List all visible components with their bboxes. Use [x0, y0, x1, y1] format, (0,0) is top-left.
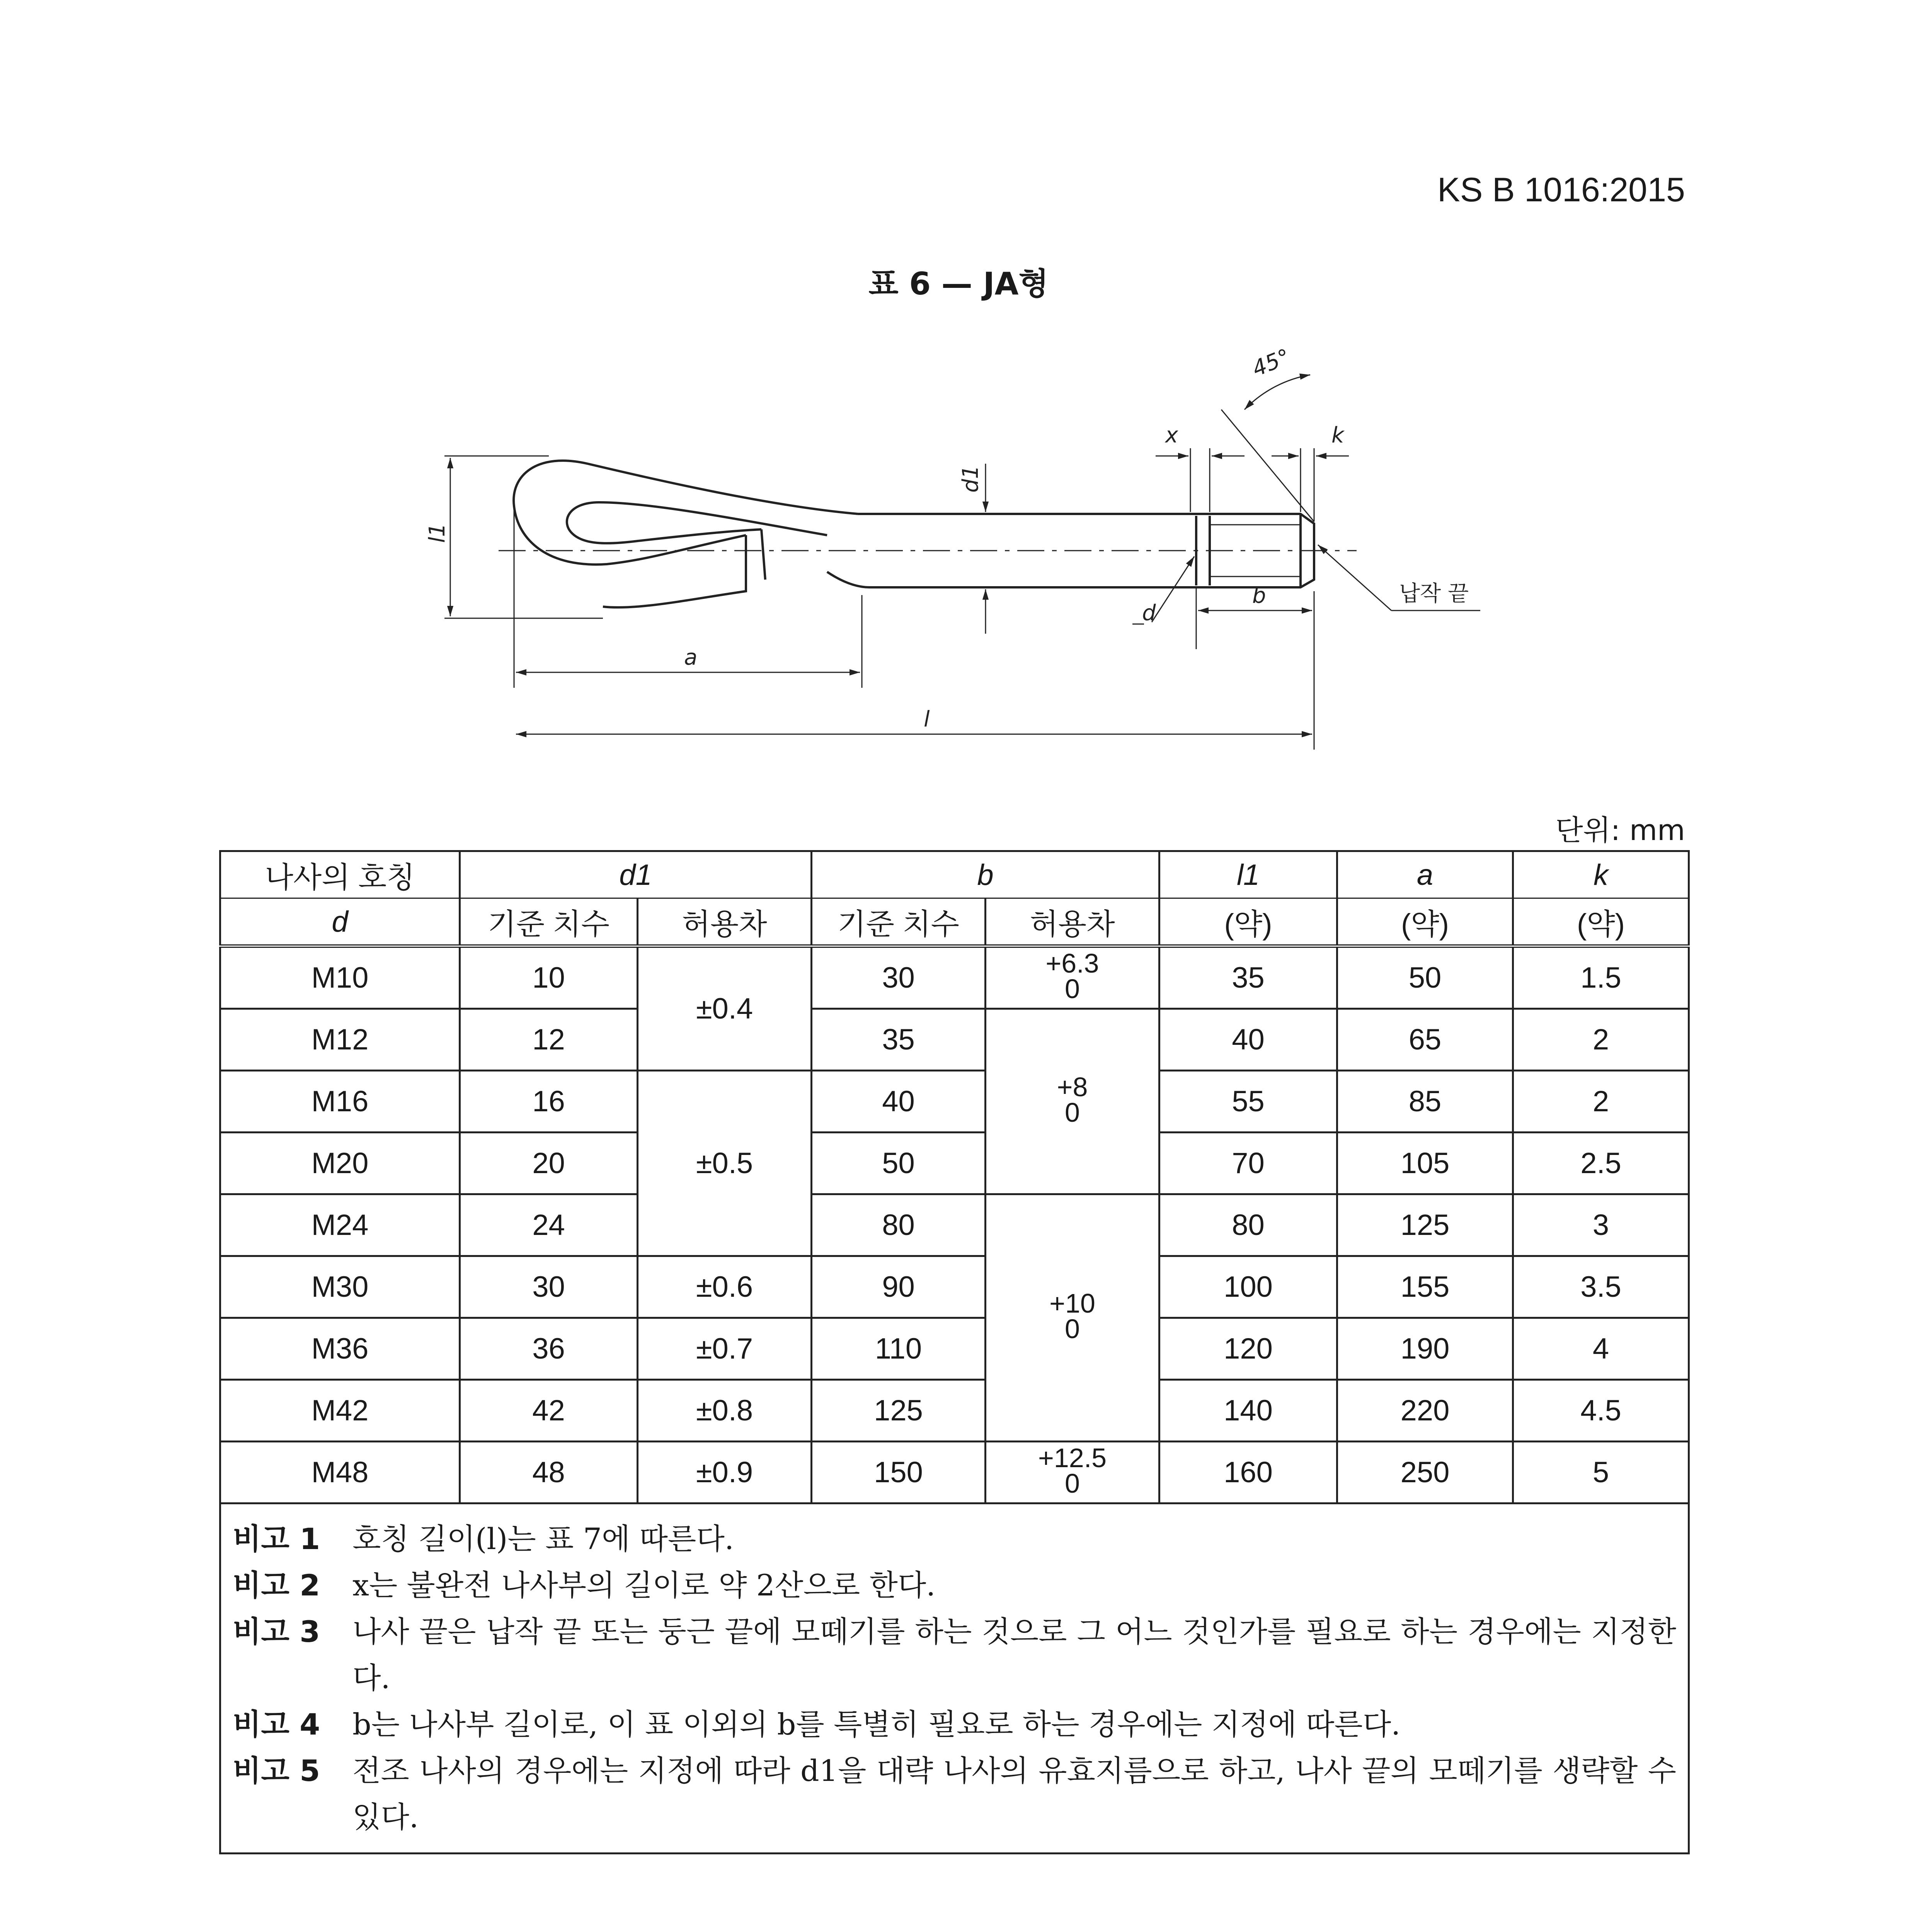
cell-k: 5: [1513, 1442, 1689, 1503]
cell-b: 35: [812, 1009, 986, 1071]
cell-a: 50: [1337, 946, 1513, 1009]
cell-l1: 100: [1159, 1256, 1337, 1318]
cell-thread: M36: [220, 1318, 460, 1380]
label-d1: d1: [958, 465, 983, 493]
cell-b: 110: [812, 1318, 986, 1380]
cell-b-tol: [986, 946, 1159, 1009]
note-text: x는 불완전 나사부의 길이로 약 2산으로 한다.: [352, 1568, 936, 1603]
tol-upper: +12.5: [1038, 1442, 1107, 1473]
note-label: 비고 4: [233, 1707, 320, 1742]
label-k: k: [1331, 423, 1344, 448]
cell-d1: 48: [460, 1442, 638, 1503]
header-l1: l1: [1159, 851, 1337, 898]
notes-row: [220, 1503, 1689, 1854]
tol-upper: +10: [1049, 1288, 1095, 1318]
cell-d1-tol: ±0.7: [638, 1318, 812, 1380]
cell-d1-tol: ±0.5: [638, 1071, 812, 1256]
cell-a: 190: [1337, 1318, 1513, 1380]
note-text: 호칭 길이(l)는 표 7에 따른다.: [352, 1522, 734, 1556]
cell-k: 4.5: [1513, 1380, 1689, 1442]
cell-b-tol: [986, 1194, 1159, 1442]
header-a-approx: (약): [1337, 898, 1513, 946]
cell-thread: M24: [220, 1194, 460, 1256]
cell-thread: M30: [220, 1256, 460, 1318]
cell-l1: 55: [1159, 1071, 1337, 1133]
standard-code: KS B 1016:2015: [1437, 170, 1685, 209]
note-text: 전조 나사의 경우에는 지정에 따라 d1을 대략 나사의 유효지름으로 하고, 나사 끝의 모떼기를 생략할 수 있다.: [352, 1753, 1677, 1835]
cell-b: 50: [812, 1133, 986, 1194]
cell-thread: M20: [220, 1133, 460, 1194]
note-text: b는 나사부 길이로, 이 표 이외의 b를 특별히 필요로 하는 경우에는 지정에 따른다.: [352, 1707, 1401, 1742]
cell-thread: M12: [220, 1009, 460, 1071]
table-row: [220, 1009, 1689, 1071]
cell-b: 125: [812, 1380, 986, 1442]
tol-upper: +8: [1057, 1071, 1088, 1102]
cell-d1: 10: [460, 946, 638, 1009]
cell-l1: 35: [1159, 946, 1337, 1009]
note-label: 비고 3: [233, 1614, 320, 1649]
header-thread-symbol: d: [220, 898, 460, 946]
cell-k: 3: [1513, 1194, 1689, 1256]
unit-label: 단위: mm: [1555, 814, 1685, 847]
label-d: d: [1142, 600, 1156, 626]
cell-k: 2: [1513, 1071, 1689, 1133]
cell-a: 220: [1337, 1380, 1513, 1442]
note-label: 비고 1: [233, 1522, 320, 1556]
tol-lower: 0: [1065, 974, 1080, 1004]
note-1: [233, 1516, 1676, 1562]
tol-lower: 0: [1065, 1097, 1080, 1128]
header-thread: 나사의 호칭: [220, 851, 460, 898]
table-title: 표 6 — JA형: [868, 266, 1049, 302]
note-label: 비고 5: [233, 1753, 320, 1788]
cell-k: 2: [1513, 1009, 1689, 1071]
label-l1: l1: [425, 523, 450, 543]
cell-l1: 80: [1159, 1194, 1337, 1256]
cell-thread: M16: [220, 1071, 460, 1133]
tol-upper: +6.3: [1045, 948, 1099, 978]
cell-k: 3.5: [1513, 1256, 1689, 1318]
cell-a: 105: [1337, 1133, 1513, 1194]
table-row: [220, 1256, 1689, 1318]
cell-thread: M48: [220, 1442, 460, 1503]
label-l: l: [924, 707, 930, 732]
cell-b-tol: [986, 1442, 1159, 1503]
cell-thread: M10: [220, 946, 460, 1009]
label-angle: 45°: [1248, 344, 1294, 382]
cell-k: 4: [1513, 1318, 1689, 1380]
cell-l1: 120: [1159, 1318, 1337, 1380]
cell-b: 30: [812, 946, 986, 1009]
cell-d1: 42: [460, 1380, 638, 1442]
cell-a: 65: [1337, 1009, 1513, 1071]
cell-thread: M42: [220, 1380, 460, 1442]
header-d1: [460, 851, 812, 898]
cell-d1: 24: [460, 1194, 638, 1256]
header-l1-approx: (약): [1159, 898, 1337, 946]
header-a: a: [1337, 851, 1513, 898]
note-3: [233, 1609, 1676, 1701]
table-row: [220, 1071, 1689, 1133]
spec-table: [219, 850, 1690, 1854]
header-k: k: [1513, 851, 1689, 898]
cell-d1: 20: [460, 1133, 638, 1194]
header-d1-tol: 허용차: [638, 898, 812, 946]
cell-d1: 12: [460, 1009, 638, 1071]
dimension-lines: [444, 375, 1480, 750]
cell-a: 250: [1337, 1442, 1513, 1503]
note-5: [233, 1748, 1676, 1840]
header-d1-label: d1: [619, 858, 652, 891]
header-k-approx: (약): [1513, 898, 1689, 946]
note-text: 나사 끝은 납작 끝 또는 둥근 끝에 모떼기를 하는 것으로 그 어느 것인가를 필요로 하는 경우에는 지정한다.: [352, 1614, 1677, 1696]
cell-d1-tol: ±0.4: [638, 946, 812, 1071]
table-row: [220, 1442, 1689, 1503]
note-label: 비고 2: [233, 1568, 320, 1603]
table-row: [220, 1194, 1689, 1256]
notes: [220, 1503, 1689, 1854]
header-b-tol: 허용차: [986, 898, 1159, 946]
cell-d1: 36: [460, 1318, 638, 1380]
cell-a: 85: [1337, 1071, 1513, 1133]
cell-d1-tol: ±0.8: [638, 1380, 812, 1442]
ja-bolt-drawing: [421, 340, 1523, 765]
table-row: [220, 1133, 1689, 1194]
label-x: x: [1165, 423, 1178, 448]
cell-b: 80: [812, 1194, 986, 1256]
cell-b: 90: [812, 1256, 986, 1318]
cell-k: 2.5: [1513, 1133, 1689, 1194]
table-row: [220, 1380, 1689, 1442]
cell-l1: 40: [1159, 1009, 1337, 1071]
note-4: [233, 1701, 1676, 1748]
cell-l1: 140: [1159, 1380, 1337, 1442]
cell-k: 1.5: [1513, 946, 1689, 1009]
note-2: [233, 1562, 1676, 1609]
table-row: [220, 1318, 1689, 1380]
cell-b: 40: [812, 1071, 986, 1133]
label-chamfer: 납작 끝: [1399, 581, 1469, 606]
cell-a: 155: [1337, 1256, 1513, 1318]
tol-lower: 0: [1065, 1314, 1080, 1344]
header-b: b: [812, 851, 1159, 898]
cell-a: 125: [1337, 1194, 1513, 1256]
bolt-outline: [514, 461, 1314, 607]
cell-d1-tol: ±0.9: [638, 1442, 812, 1503]
label-a: a: [684, 645, 698, 670]
cell-l1: 160: [1159, 1442, 1337, 1503]
cell-l1: 70: [1159, 1133, 1337, 1194]
tol-lower: 0: [1065, 1468, 1080, 1499]
cell-b-tol: [986, 1009, 1159, 1194]
cell-b: 150: [812, 1442, 986, 1503]
cell-d1: 30: [460, 1256, 638, 1318]
header-b-basic: 기준 치수: [812, 898, 986, 946]
cell-d1-tol: ±0.6: [638, 1256, 812, 1318]
cell-d1: 16: [460, 1071, 638, 1133]
label-b: b: [1252, 583, 1266, 608]
table-row: [220, 946, 1689, 1009]
header-d1-basic: 기준 치수: [460, 898, 638, 946]
